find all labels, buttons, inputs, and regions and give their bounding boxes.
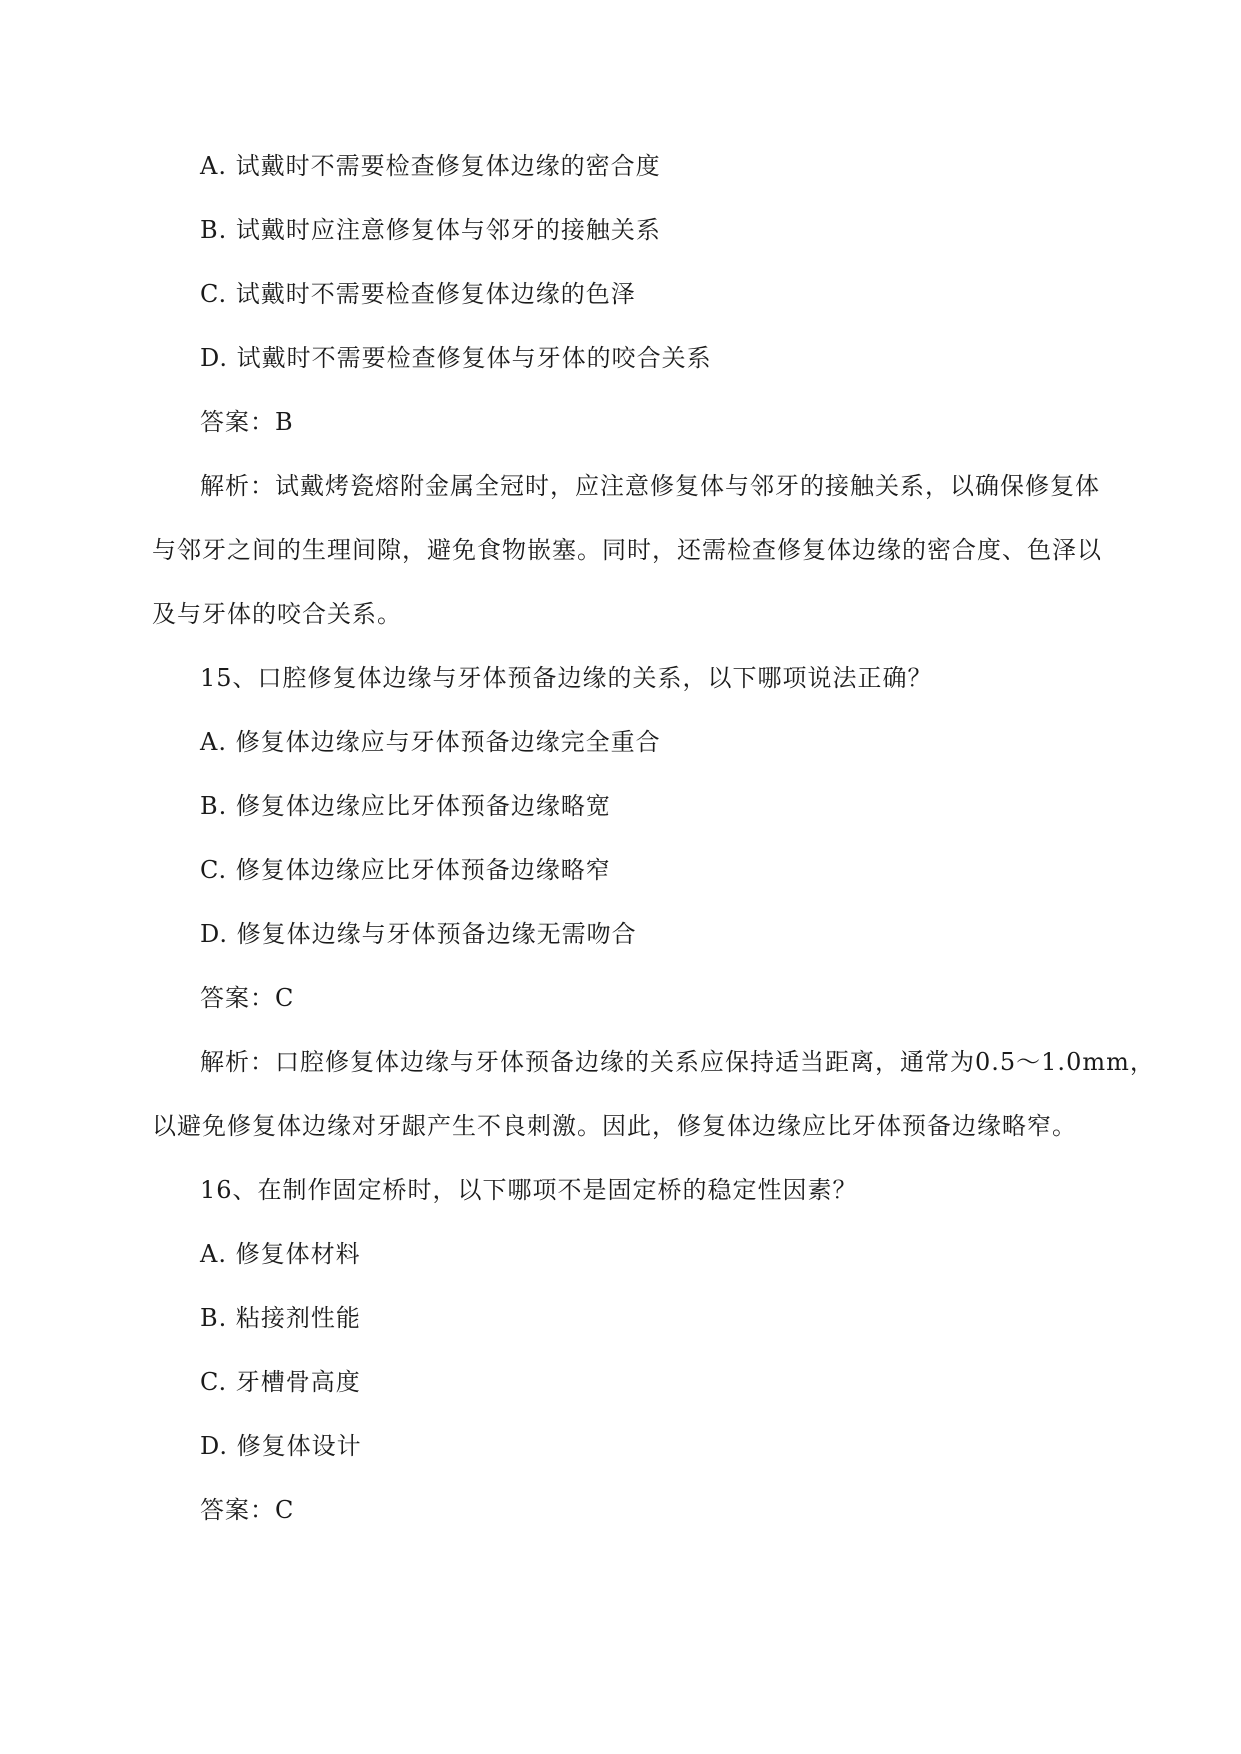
q14-option-b: B. 试戴时应注意修复体与邻牙的接触关系	[200, 216, 661, 244]
q15-option-b: B. 修复体边缘应比牙体预备边缘略宽	[200, 792, 611, 820]
q15-analysis-line-2: 以避免修复体边缘对牙龈产生不良刺激。因此，修复体边缘应比牙体预备边缘略窄。	[152, 1112, 1077, 1140]
q16-question: 16、在制作固定桥时，以下哪项不是固定桥的稳定性因素？	[200, 1176, 858, 1204]
q16-answer: 答案：C	[200, 1496, 295, 1524]
q15-analysis-line-1: 解析：口腔修复体边缘与牙体预备边缘的关系应保持适当距离，通常为0.5～1.0mm，	[200, 1048, 1155, 1076]
q14-analysis-line-2: 与邻牙之间的生理间隙，避免食物嵌塞。同时，还需检查修复体边缘的密合度、色泽以	[152, 536, 1102, 564]
q14-answer: 答案：B	[200, 408, 294, 436]
q14-option-a: A. 试戴时不需要检查修复体边缘的密合度	[200, 152, 661, 180]
q14-option-c: C. 试戴时不需要检查修复体边缘的色泽	[200, 280, 636, 308]
q16-option-a: A. 修复体材料	[200, 1240, 361, 1268]
q16-option-c: C. 牙槽骨高度	[200, 1368, 361, 1396]
q14-analysis-line-3: 及与牙体的咬合关系。	[152, 600, 402, 628]
q15-option-c: C. 修复体边缘应比牙体预备边缘略窄	[200, 856, 611, 884]
q15-option-a: A. 修复体边缘应与牙体预备边缘完全重合	[200, 728, 661, 756]
q14-option-d: D. 试戴时不需要检查修复体与牙体的咬合关系	[200, 344, 712, 372]
q16-option-b: B. 粘接剂性能	[200, 1304, 361, 1332]
q15-option-d: D. 修复体边缘与牙体预备边缘无需吻合	[200, 920, 637, 948]
q14-analysis-line-1: 解析：试戴烤瓷熔附金属全冠时，应注意修复体与邻牙的接触关系，以确保修复体	[200, 472, 1100, 500]
q15-answer: 答案：C	[200, 984, 295, 1012]
q16-option-d: D. 修复体设计	[200, 1432, 362, 1460]
q15-question: 15、口腔修复体边缘与牙体预备边缘的关系，以下哪项说法正确？	[200, 664, 933, 692]
